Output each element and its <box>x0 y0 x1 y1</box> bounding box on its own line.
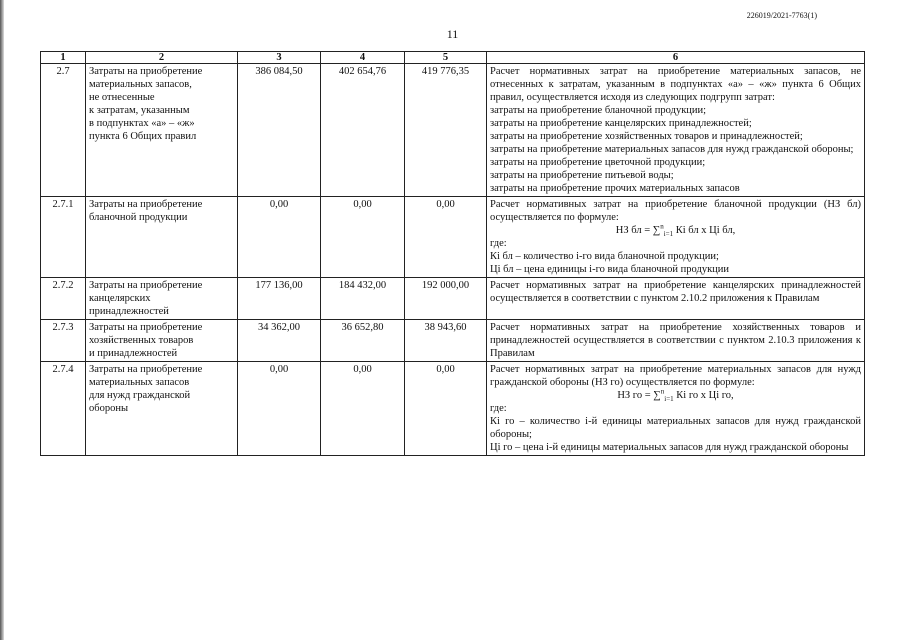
formula-sub: i=1 <box>664 395 674 404</box>
formula <box>490 389 861 402</box>
value-col3: 177 136,00 <box>238 278 321 320</box>
formula-sup: n <box>660 387 665 396</box>
row-number: 2.7.2 <box>41 278 86 320</box>
value-col3: 0,00 <box>238 197 321 278</box>
value-col3: 34 362,00 <box>238 320 321 362</box>
row-number: 2.7.1 <box>41 197 86 278</box>
desc-line: затраты на приобретение питьевой воды; <box>490 170 674 181</box>
row-description <box>487 197 865 278</box>
name-line: Затраты на приобретение <box>89 364 203 375</box>
table-row <box>41 197 865 278</box>
name-line: хозяйственных товаров <box>89 335 194 346</box>
desc-line: Кi го – количество i-й единицы материальных запасов для нужд гражданской обороны; <box>490 416 861 440</box>
formula-right: Кi го x Цi го, <box>673 390 734 401</box>
desc-line: затраты на приобретение цветочной продукции; <box>490 157 706 168</box>
table-row <box>41 362 865 456</box>
desc-line: Расчет нормативных затрат на приобретение канцелярских принадлежностей осуществляется в соответствии с пунктом 2.10.2 приложения к Правилам <box>490 280 861 304</box>
document-code: 226019/2021-7763(1) <box>746 11 817 20</box>
header-cell: 4 <box>321 52 405 64</box>
name-line: не отнесенные <box>89 92 155 103</box>
table-row <box>41 278 865 320</box>
name-line: к затратам, указанным <box>89 105 190 116</box>
name-line: обороны <box>89 403 129 414</box>
formula-sub: i=1 <box>663 230 674 239</box>
value-col5: 0,00 <box>405 197 487 278</box>
cost-table <box>40 51 865 456</box>
row-name <box>86 278 238 320</box>
desc-line: Расчет нормативных затрат на приобретение материальных запасов, не отнесенных к затратам, указанным в подпунктах «а» – «ж» пункта 6 Общих правил, осуществляется исходя из следующих подгрупп затрат: <box>490 66 861 103</box>
formula-sup: n <box>660 222 664 231</box>
desc-line: затраты на приобретение материальных запасов для нужд гражданской обороны; <box>490 144 854 155</box>
value-col5: 38 943,60 <box>405 320 487 362</box>
formula-left: НЗ бл = ∑ <box>615 225 661 236</box>
desc-line: затраты на приобретение прочих материальных запасов <box>490 183 740 194</box>
table-row <box>41 64 865 197</box>
header-cell: 1 <box>41 52 86 64</box>
row-description <box>487 320 865 362</box>
name-line: Затраты на приобретение <box>89 322 203 333</box>
name-line: принадлежностей <box>89 306 169 317</box>
name-line: материальных запасов, <box>89 79 192 90</box>
value-col5: 0,00 <box>405 362 487 456</box>
row-number: 2.7.4 <box>41 362 86 456</box>
value-col5: 192 000,00 <box>405 278 487 320</box>
desc-line: Цi го – цена i-й единицы материальных запасов для нужд гражданской обороны <box>490 442 849 453</box>
scan-edge <box>0 0 4 640</box>
row-name <box>86 320 238 362</box>
desc-line: Цi бл – цена единицы i-го вида бланочной продукции <box>490 264 730 275</box>
desc-line: где: <box>490 403 507 414</box>
value-col3: 0,00 <box>238 362 321 456</box>
formula-left: НЗ го = ∑ <box>617 390 661 401</box>
formula <box>490 224 861 237</box>
header-row <box>41 52 865 64</box>
row-number: 2.7 <box>41 64 86 197</box>
desc-line: где: <box>490 238 507 249</box>
row-name <box>86 362 238 456</box>
value-col4: 0,00 <box>321 197 405 278</box>
desc-line: Расчет нормативных затрат на приобретение хозяйственных товаров и принадлежностей осуществляется в соответствии с пунктом 2.10.3 приложения к Правилам <box>490 322 861 359</box>
header-cell: 6 <box>487 52 865 64</box>
header-cell: 3 <box>238 52 321 64</box>
row-description <box>487 278 865 320</box>
name-line: канцелярских <box>89 293 151 304</box>
name-line: Затраты на приобретение <box>89 280 203 291</box>
row-number: 2.7.3 <box>41 320 86 362</box>
name-line: для нужд гражданской <box>89 390 191 401</box>
formula-right: Кi бл x Цi бл, <box>673 225 736 236</box>
row-description <box>487 64 865 197</box>
header-cell: 2 <box>86 52 238 64</box>
name-line: материальных запасов <box>89 377 190 388</box>
value-col5: 419 776,35 <box>405 64 487 197</box>
name-line: в подпунктах «а» – «ж» <box>89 118 195 129</box>
name-line: пункта 6 Общих правил <box>89 131 197 142</box>
name-line: и принадлежностей <box>89 348 178 359</box>
header-cell: 5 <box>405 52 487 64</box>
name-line: Затраты на приобретение <box>89 199 203 210</box>
name-line: бланочной продукции <box>89 212 188 223</box>
table-row <box>41 320 865 362</box>
desc-intro: Расчет нормативных затрат на приобретение материальных запасов для нужд гражданской обороны (НЗ го) осуществляется по формуле: <box>490 364 861 388</box>
page-number: 11 <box>446 27 459 41</box>
value-col3: 386 084,50 <box>238 64 321 197</box>
row-description <box>487 362 865 456</box>
row-name <box>86 64 238 197</box>
desc-line: затраты на приобретение хозяйственных товаров и принадлежностей; <box>490 131 803 142</box>
value-col4: 402 654,76 <box>321 64 405 197</box>
value-col4: 184 432,00 <box>321 278 405 320</box>
desc-line: затраты на приобретение бланочной продукции; <box>490 105 707 116</box>
desc-intro: Расчет нормативных затрат на приобретение бланочной продукции (НЗ бл) осуществляется по формуле: <box>490 199 861 223</box>
value-col4: 0,00 <box>321 362 405 456</box>
value-col4: 36 652,80 <box>321 320 405 362</box>
desc-line: затраты на приобретение канцелярских принадлежностей; <box>490 118 752 129</box>
name-line: Затраты на приобретение <box>89 66 203 77</box>
desc-line: Кi бл – количество i-го вида бланочной продукции; <box>490 251 719 262</box>
row-name <box>86 197 238 278</box>
